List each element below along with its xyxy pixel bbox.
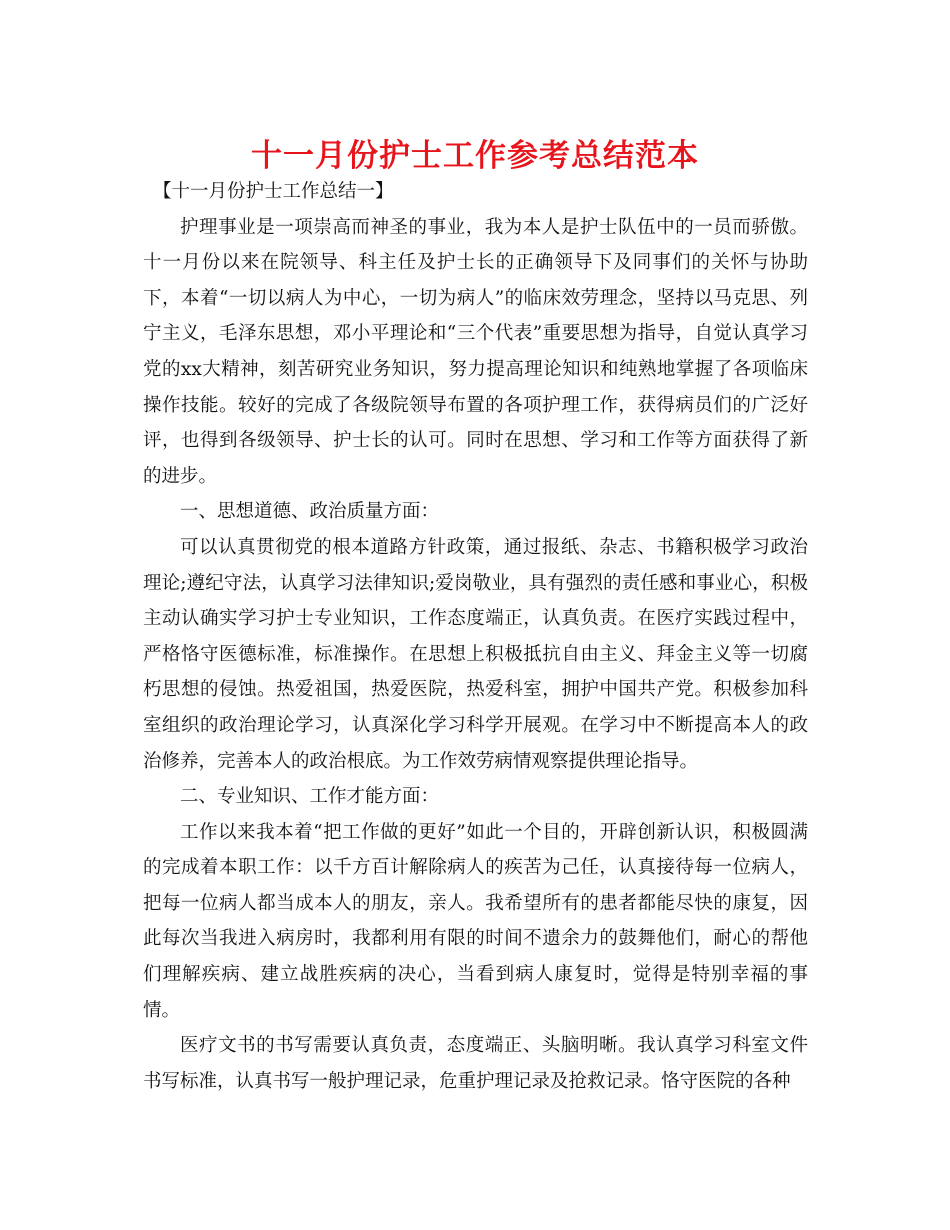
section-label: 【十一月份护士工作总结一】 <box>153 181 394 202</box>
document-body <box>143 174 808 1099</box>
subheading-professional: 二、专业知识、工作才能方面： <box>180 786 440 808</box>
paragraph-intro: 护理事业是一项崇高而神圣的事业，我为本人是护士队伍中的一员而骄傲。十一月份以来在院领导、科主任及护士长的正确领导下及同事们的关怀与协助下，本着“一切以病人为中心，一切为病人”的临床效劳理念，坚持以马克思、列宁主义，毛泽东思想，邓小平理论和“三个代表”重要思想为指导，自觉认真学习党的xx大精神，刻苦研究业务知识，努力提高理论知识和纯熟地掌握了各项临床操作技能。较好的完成了各级院领导布置的各项护理工作，获得病员们的广泛好评，也得到各级领导、护士长的认可。同时在思想、学习和工作等方面获得了新的进步。 <box>143 216 808 487</box>
paragraph-documentation: 医疗文书的书写需要认真负责，态度端正、头脑明晰。我认真学习科室文件书写标准，认真书写一般护理记录，危重护理记录及抢救记录。恪守医院的各种 <box>143 1035 808 1092</box>
paragraph-professional: 工作以来我本着“把工作做的更好”如此一个目的，开辟创新认识，积极圆满的完成着本职工作：以千方百计解除病人的疾苦为己任，认真接待每一位病人，把每一位病人都当成本人的朋友，亲人。我希望所有的患者都能尽快的康复，因此每次当我进入病房时，我都利用有限的时间不遗余力的鼓舞他们，耐心的帮他们理解疾病、建立战胜疾病的决心，当看到病人康复时，觉得是特别幸福的事情。 <box>143 821 808 1021</box>
document-title: 十一月份护士工作参考总结范本 <box>251 138 699 174</box>
subheading-ideology: 一、思想道德、政治质量方面： <box>180 501 440 523</box>
paragraph-ideology: 可以认真贯彻党的根本道路方针政策，通过报纸、杂志、书籍积极学习政治理论;遵纪守法，认真学习法律知识;爱岗敬业，具有强烈的责任感和事业心，积极主动认确实学习护士专业知识，工作态度端正，认真负责。在医疗实践过程中，严格恪守医德标准，标准操作。在思想上积极抵抗自由主义、拜金主义等一切腐朽思想的侵蚀。热爱祖国，热爱医院，热爱科室，拥护中国共产党。积极参加科室组织的政治理论学习，认真深化学习科学开展观。在学习中不断提高本人的政治修养，完善本人的政治根底。为工作效劳病情观察提供理论指导。 <box>143 536 808 772</box>
